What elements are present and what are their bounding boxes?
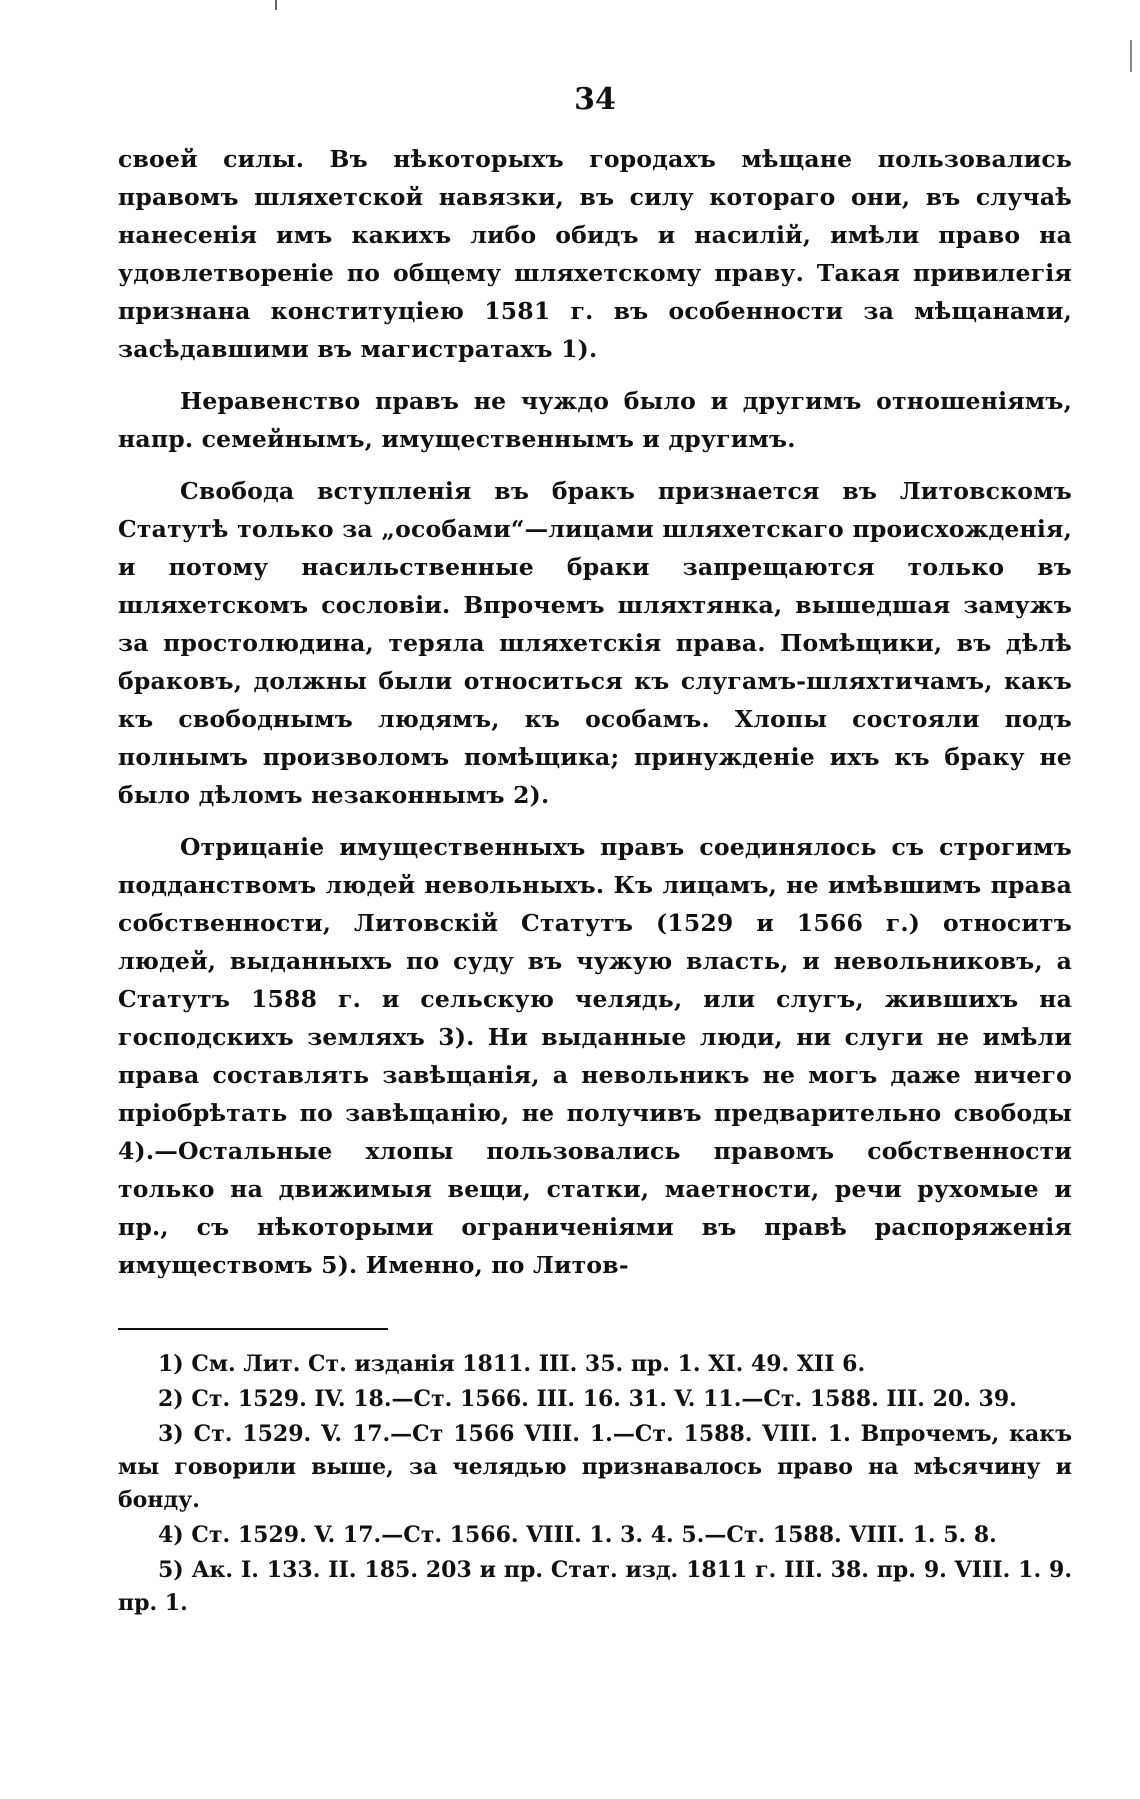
scan-mark-top <box>275 0 277 10</box>
page-number: 34 <box>574 82 616 117</box>
footnote-1: 1) См. Лит. Ст. изданія 1811. III. 35. пр. 1. XI. 49. XII 6. <box>158 1351 866 1377</box>
document-page <box>118 80 1072 1622</box>
scan-mark-edge <box>1130 40 1132 72</box>
footnote-2: 2) Ст. 1529. IV. 18.—Ст. 1566. III. 16. 31. V. 11.—Ст. 1588. III. 20. 39. <box>158 1386 1017 1412</box>
footnote-divider <box>118 1328 388 1330</box>
body-text <box>118 140 1072 1284</box>
paragraph-property: Отрицаніе имущественныхъ правъ соединялось съ строгимъ подданствомъ людей невольныхъ. Къ лицамъ, не имѣвшимъ права собственности, Литовскій Статутъ (1529 и 1566 г.) относитъ людей, выданныхъ по суду въ чужую власть, и невольниковъ, а Статутъ 1588 г. и сельскую челядь, или слугъ, жившихъ на господскихъ земляхъ 3). Ни выданные люди, ни слуги не имѣли права составлять завѣщанія, а невольникъ не могъ даже ничего пріобрѣтать по завѣщанію, не получивъ предварительно свободы 4).—Остальные хлопы пользовались правомъ собственности только на движимыя вещи, статки, маетности, речи рухомые и пр., съ нѣкоторыми ограниченіями въ правѣ распоряженія имуществомъ 5). Именно, по Литов- <box>118 833 1072 1279</box>
footnote-4: 4) Ст. 1529. V. 17.—Ст. 1566. VIII. 1. 3. 4. 5.—Ст. 1588. VIII. 1. 5. 8. <box>158 1522 997 1548</box>
paragraph-marriage: Свобода вступленія въ бракъ признается въ Литовскомъ Статутѣ только за „особами“—лицами шляхетскаго происхожденія, и потому насильственные браки запрещаются только въ шляхетскомъ сословіи. Впрочемъ шляхтянка, вышедшая замужъ за простолюдина, теряла шляхетскія права. Помѣщики, въ дѣлѣ браковъ, должны были относиться къ слугамъ-шляхтичамъ, какъ къ свободнымъ людямъ, къ особамъ. Хлопы состояли подъ полнымъ произволомъ помѣщика; принужденіе ихъ къ браку не было дѣломъ незаконнымъ 2). <box>118 477 1072 809</box>
footnote-5: 5) Ак. I. 133. II. 185. 203 и пр. Стат. изд. 1811 г. III. 38. пр. 9. VIII. 1. 9. пр. 1. <box>118 1557 1072 1616</box>
paragraph-inequality: Неравенство правъ не чуждо было и другимъ отношеніямъ, напр. семейнымъ, имущественнымъ и другимъ. <box>118 387 1072 453</box>
footnote-3: 3) Ст. 1529. V. 17.—Ст 1566 VIII. 1.—Ст. 1588. VIII. 1. Впрочемъ, какъ мы говорили выше, за челядью признавалось право на мѣсячину и бонду. <box>118 1421 1072 1513</box>
paragraph-continued: своей силы. Въ нѣкоторыхъ городахъ мѣщане пользовались правомъ шляхетской навязки, въ силу котораго они, въ случаѣ нанесенія имъ какихъ либо обидъ и насилій, имѣли право на удовлетвореніе по общему шляхетскому праву. Такая привилегія признана конституціею 1581 г. въ особенности за мѣщанами, засѣдавшими въ магистратахъ 1). <box>118 145 1072 363</box>
footnotes <box>118 1348 1072 1620</box>
